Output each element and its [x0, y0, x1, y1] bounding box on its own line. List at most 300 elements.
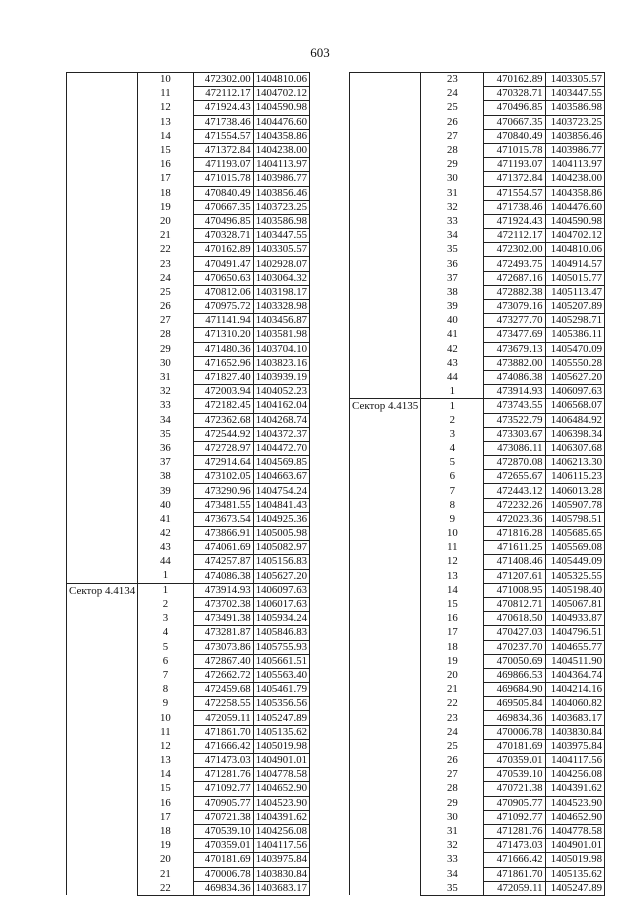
y-coordinate: 1404754.24: [253, 484, 309, 498]
x-coordinate: 473102.05: [193, 470, 253, 484]
y-coordinate: 1404523.90: [253, 796, 309, 810]
y-coordinate: 1406568.07: [545, 399, 604, 413]
x-coordinate: 471554.57: [484, 186, 545, 200]
y-coordinate: 1403830.84: [253, 867, 309, 881]
point-number: 19: [138, 200, 193, 214]
y-coordinate: 1405461.79: [253, 683, 309, 697]
x-coordinate: 469834.36: [193, 881, 253, 895]
point-number: 26: [421, 115, 484, 129]
x-coordinate: 469684.90: [484, 683, 545, 697]
x-coordinate: 471281.76: [193, 768, 253, 782]
point-number: 23: [421, 711, 484, 725]
x-coordinate: 469866.53: [484, 668, 545, 682]
point-number: 9: [421, 512, 484, 526]
point-number: 9: [138, 697, 193, 711]
point-number: 7: [138, 668, 193, 682]
x-coordinate: 470539.10: [484, 768, 545, 782]
point-number: 18: [138, 824, 193, 838]
y-coordinate: 1404372.37: [253, 427, 309, 441]
point-number: 35: [421, 243, 484, 257]
y-coordinate: 1405113.47: [545, 285, 604, 299]
x-coordinate: 470491.47: [193, 257, 253, 271]
x-coordinate: 471827.40: [193, 370, 253, 384]
y-coordinate: 1404391.62: [253, 810, 309, 824]
point-number: 12: [138, 101, 193, 115]
y-coordinate: 1406017.63: [253, 597, 309, 611]
point-number: 32: [421, 839, 484, 853]
x-coordinate: 472182.45: [193, 399, 253, 413]
y-coordinate: 1403456.87: [253, 314, 309, 328]
point-number: 44: [138, 555, 193, 569]
point-number: 6: [421, 470, 484, 484]
y-coordinate: 1404901.01: [253, 754, 309, 768]
y-coordinate: 1403683.17: [253, 881, 309, 895]
x-coordinate: 474061.69: [193, 541, 253, 555]
sector-label: Сектор 4.4135: [350, 399, 421, 896]
x-coordinate: 474086.38: [193, 569, 253, 583]
x-coordinate: 474086.38: [484, 370, 545, 384]
y-coordinate: 1404268.74: [253, 413, 309, 427]
x-coordinate: 472728.97: [193, 441, 253, 455]
y-coordinate: 1404238.00: [253, 143, 309, 157]
point-number: 17: [421, 626, 484, 640]
y-coordinate: 1405470.09: [545, 342, 604, 356]
point-number: 32: [421, 200, 484, 214]
x-coordinate: 471281.76: [484, 824, 545, 838]
y-coordinate: 1406097.63: [545, 385, 604, 399]
y-coordinate: 1403447.55: [253, 229, 309, 243]
x-coordinate: 470618.50: [484, 612, 545, 626]
y-coordinate: 1404663.67: [253, 470, 309, 484]
x-coordinate: 472112.17: [193, 87, 253, 101]
point-number: 28: [421, 143, 484, 157]
y-coordinate: 1404702.12: [545, 229, 604, 243]
y-coordinate: 1403823.16: [253, 356, 309, 370]
point-number: 16: [138, 158, 193, 172]
point-number: 18: [421, 640, 484, 654]
y-coordinate: 1404117.56: [545, 754, 604, 768]
x-coordinate: 473290.96: [193, 484, 253, 498]
x-coordinate: 472544.92: [193, 427, 253, 441]
x-coordinate: 470840.49: [193, 186, 253, 200]
x-coordinate: 470812.06: [193, 285, 253, 299]
y-coordinate: 1405067.81: [545, 597, 604, 611]
point-number: 2: [421, 413, 484, 427]
table-row: [67, 583, 310, 597]
point-number: 16: [421, 612, 484, 626]
point-number: 35: [138, 427, 193, 441]
y-coordinate: 1405298.71: [545, 314, 604, 328]
point-number: 32: [138, 385, 193, 399]
y-coordinate: 1404841.43: [253, 498, 309, 512]
x-coordinate: 471193.07: [484, 158, 545, 172]
point-number: 31: [138, 370, 193, 384]
x-coordinate: 471141.94: [193, 314, 253, 328]
x-coordinate: 471473.03: [484, 839, 545, 853]
point-number: 28: [138, 328, 193, 342]
x-coordinate: 470162.89: [193, 243, 253, 257]
x-coordinate: 473914.93: [193, 583, 253, 597]
table-row: [350, 399, 605, 413]
x-coordinate: 473702.38: [193, 597, 253, 611]
point-number: 40: [421, 314, 484, 328]
point-number: 11: [138, 725, 193, 739]
x-coordinate: 470050.69: [484, 654, 545, 668]
point-number: 43: [421, 356, 484, 370]
y-coordinate: 1405247.89: [545, 881, 604, 895]
x-coordinate: 470650.63: [193, 271, 253, 285]
x-coordinate: 470905.77: [193, 796, 253, 810]
y-coordinate: 1404590.98: [253, 101, 309, 115]
x-coordinate: 470667.35: [193, 200, 253, 214]
x-coordinate: 471738.46: [193, 115, 253, 129]
point-number: 42: [138, 527, 193, 541]
x-coordinate: 472302.00: [193, 73, 253, 87]
point-number: 4: [138, 626, 193, 640]
y-coordinate: 1404117.56: [253, 839, 309, 853]
point-number: 39: [421, 300, 484, 314]
y-coordinate: 1404778.58: [545, 824, 604, 838]
point-number: 33: [138, 399, 193, 413]
point-number: 36: [421, 257, 484, 271]
x-coordinate: 472870.08: [484, 456, 545, 470]
point-number: 38: [421, 285, 484, 299]
x-coordinate: 470539.10: [193, 824, 253, 838]
point-number: 40: [138, 498, 193, 512]
sector-label: Сектор 4.4134: [67, 583, 138, 895]
x-coordinate: 473673.54: [193, 512, 253, 526]
point-number: 27: [421, 768, 484, 782]
point-number: 8: [138, 683, 193, 697]
x-coordinate: 471473.03: [193, 754, 253, 768]
x-coordinate: 471738.46: [484, 200, 545, 214]
x-coordinate: 473477.69: [484, 328, 545, 342]
y-coordinate: 1404569.85: [253, 456, 309, 470]
y-coordinate: 1405135.62: [253, 725, 309, 739]
y-coordinate: 1405207.89: [545, 300, 604, 314]
y-coordinate: 1403939.19: [253, 370, 309, 384]
point-number: 15: [138, 782, 193, 796]
point-number: 31: [421, 824, 484, 838]
x-coordinate: 469505.84: [484, 697, 545, 711]
x-coordinate: 471015.78: [193, 172, 253, 186]
x-coordinate: 472687.16: [484, 271, 545, 285]
x-coordinate: 470359.01: [484, 754, 545, 768]
y-coordinate: 1404358.86: [253, 129, 309, 143]
y-coordinate: 1405135.62: [545, 867, 604, 881]
table-row: [67, 73, 310, 87]
y-coordinate: 1403830.84: [545, 725, 604, 739]
point-number: 33: [421, 214, 484, 228]
point-number: 20: [138, 853, 193, 867]
point-number: 30: [421, 810, 484, 824]
x-coordinate: 472443.12: [484, 484, 545, 498]
y-coordinate: 1404590.98: [545, 214, 604, 228]
point-number: 22: [138, 243, 193, 257]
x-coordinate: 474257.87: [193, 555, 253, 569]
y-coordinate: 1404238.00: [545, 172, 604, 186]
y-coordinate: 1404810.06: [545, 243, 604, 257]
y-coordinate: 1404162.04: [253, 399, 309, 413]
y-coordinate: 1405325.55: [545, 569, 604, 583]
point-number: 10: [138, 711, 193, 725]
point-number: 5: [421, 456, 484, 470]
x-coordinate: 472059.11: [484, 881, 545, 895]
x-coordinate: 472232.26: [484, 498, 545, 512]
point-number: 13: [138, 115, 193, 129]
point-number: 24: [138, 271, 193, 285]
point-number: 13: [421, 569, 484, 583]
point-number: 30: [421, 172, 484, 186]
x-coordinate: 473086.11: [484, 441, 545, 455]
point-number: 34: [421, 867, 484, 881]
y-coordinate: 1406213.30: [545, 456, 604, 470]
x-coordinate: 472882.38: [484, 285, 545, 299]
y-coordinate: 1404925.36: [253, 512, 309, 526]
point-number: 16: [138, 796, 193, 810]
x-coordinate: 473743.55: [484, 399, 545, 413]
x-coordinate: 470162.89: [484, 73, 545, 87]
y-coordinate: 1403586.98: [545, 101, 604, 115]
y-coordinate: 1404052.23: [253, 385, 309, 399]
point-number: 24: [421, 87, 484, 101]
point-number: 42: [421, 342, 484, 356]
y-coordinate: 1404702.12: [253, 87, 309, 101]
y-coordinate: 1404113.97: [545, 158, 604, 172]
x-coordinate: 471092.77: [484, 810, 545, 824]
y-coordinate: 1405627.20: [253, 569, 309, 583]
x-coordinate: 470905.77: [484, 796, 545, 810]
x-coordinate: 472112.17: [484, 229, 545, 243]
point-number: 30: [138, 356, 193, 370]
y-coordinate: 1404472.70: [253, 441, 309, 455]
point-number: 17: [138, 172, 193, 186]
y-coordinate: 1404901.01: [545, 839, 604, 853]
x-coordinate: 470427.03: [484, 626, 545, 640]
y-coordinate: 1406097.63: [253, 583, 309, 597]
point-number: 14: [138, 768, 193, 782]
x-coordinate: 473079.16: [484, 300, 545, 314]
x-coordinate: 470181.69: [193, 853, 253, 867]
right-coordinates-table: [349, 72, 605, 896]
y-coordinate: 1403305.57: [545, 73, 604, 87]
x-coordinate: 472867.40: [193, 654, 253, 668]
point-number: 38: [138, 470, 193, 484]
point-number: 14: [138, 129, 193, 143]
y-coordinate: 1404364.74: [545, 668, 604, 682]
x-coordinate: 472362.68: [193, 413, 253, 427]
left-coordinates-table: [66, 72, 310, 896]
point-number: 20: [138, 214, 193, 228]
x-coordinate: 471554.57: [193, 129, 253, 143]
y-coordinate: 1403305.57: [253, 243, 309, 257]
x-coordinate: 472493.75: [484, 257, 545, 271]
point-number: 21: [138, 229, 193, 243]
point-number: 28: [421, 782, 484, 796]
point-number: 37: [138, 456, 193, 470]
x-coordinate: 470812.71: [484, 597, 545, 611]
x-coordinate: 471207.61: [484, 569, 545, 583]
point-number: 12: [421, 555, 484, 569]
point-number: 29: [138, 342, 193, 356]
y-coordinate: 1403723.25: [253, 200, 309, 214]
x-coordinate: 470721.38: [193, 810, 253, 824]
y-coordinate: 1405627.20: [545, 370, 604, 384]
point-number: 39: [138, 484, 193, 498]
point-number: 1: [421, 399, 484, 413]
x-coordinate: 471666.42: [193, 739, 253, 753]
y-coordinate: 1404256.08: [545, 768, 604, 782]
y-coordinate: 1405846.83: [253, 626, 309, 640]
y-coordinate: 1404113.97: [253, 158, 309, 172]
x-coordinate: 471092.77: [193, 782, 253, 796]
y-coordinate: 1403328.98: [253, 300, 309, 314]
y-coordinate: 1404391.62: [545, 782, 604, 796]
point-number: 4: [421, 441, 484, 455]
y-coordinate: 1405798.51: [545, 512, 604, 526]
y-coordinate: 1405569.08: [545, 541, 604, 555]
point-number: 14: [421, 583, 484, 597]
point-number: 19: [421, 654, 484, 668]
x-coordinate: 472302.00: [484, 243, 545, 257]
coordinates-table: [66, 72, 310, 896]
x-coordinate: 473303.67: [484, 427, 545, 441]
x-coordinate: 471480.36: [193, 342, 253, 356]
x-coordinate: 470006.78: [484, 725, 545, 739]
x-coordinate: 471924.43: [193, 101, 253, 115]
y-coordinate: 1404214.16: [545, 683, 604, 697]
point-number: 29: [421, 796, 484, 810]
point-number: 6: [138, 654, 193, 668]
x-coordinate: 472655.67: [484, 470, 545, 484]
point-number: 44: [421, 370, 484, 384]
x-coordinate: 473491.38: [193, 612, 253, 626]
x-coordinate: 473914.93: [484, 385, 545, 399]
x-coordinate: 472059.11: [193, 711, 253, 725]
point-number: 35: [421, 881, 484, 895]
y-coordinate: 1405156.83: [253, 555, 309, 569]
y-coordinate: 1404476.60: [545, 200, 604, 214]
y-coordinate: 1405661.51: [253, 654, 309, 668]
y-coordinate: 1404256.08: [253, 824, 309, 838]
y-coordinate: 1404655.77: [545, 640, 604, 654]
point-number: 26: [138, 300, 193, 314]
y-coordinate: 1403581.98: [253, 328, 309, 342]
y-coordinate: 1406115.23: [545, 470, 604, 484]
page-number: 603: [310, 45, 330, 60]
y-coordinate: 1403986.77: [545, 143, 604, 157]
point-number: 26: [421, 754, 484, 768]
x-coordinate: 470496.85: [193, 214, 253, 228]
y-coordinate: 1404914.57: [545, 257, 604, 271]
x-coordinate: 471310.20: [193, 328, 253, 342]
y-coordinate: 1405934.24: [253, 612, 309, 626]
x-coordinate: 473866.91: [193, 527, 253, 541]
x-coordinate: 470181.69: [484, 739, 545, 753]
y-coordinate: 1404476.60: [253, 115, 309, 129]
y-coordinate: 1404778.58: [253, 768, 309, 782]
x-coordinate: 469834.36: [484, 711, 545, 725]
y-coordinate: 1406484.92: [545, 413, 604, 427]
x-coordinate: 472023.36: [484, 512, 545, 526]
x-coordinate: 471611.25: [484, 541, 545, 555]
point-number: 23: [138, 257, 193, 271]
point-number: 33: [421, 853, 484, 867]
x-coordinate: 472914.64: [193, 456, 253, 470]
point-number: 22: [421, 697, 484, 711]
point-number: 43: [138, 541, 193, 555]
x-coordinate: 471372.84: [193, 143, 253, 157]
x-coordinate: 472459.68: [193, 683, 253, 697]
y-coordinate: 1403723.25: [545, 115, 604, 129]
point-number: 11: [421, 541, 484, 555]
sector-label: [350, 73, 421, 399]
point-number: 25: [421, 101, 484, 115]
point-number: 17: [138, 810, 193, 824]
y-coordinate: 1403064.32: [253, 271, 309, 285]
point-number: 18: [138, 186, 193, 200]
point-number: 31: [421, 186, 484, 200]
x-coordinate: 473281.87: [193, 626, 253, 640]
point-number: 1: [138, 583, 193, 597]
point-number: 5: [138, 640, 193, 654]
point-number: 12: [138, 739, 193, 753]
x-coordinate: 472662.72: [193, 668, 253, 682]
x-coordinate: 471008.95: [484, 583, 545, 597]
x-coordinate: 470006.78: [193, 867, 253, 881]
point-number: 20: [421, 668, 484, 682]
point-number: 21: [138, 867, 193, 881]
y-coordinate: 1404652.90: [253, 782, 309, 796]
y-coordinate: 1404933.87: [545, 612, 604, 626]
y-coordinate: 1403586.98: [253, 214, 309, 228]
x-coordinate: 471408.46: [484, 555, 545, 569]
y-coordinate: 1405907.78: [545, 498, 604, 512]
x-coordinate: 470328.71: [193, 229, 253, 243]
y-coordinate: 1404358.86: [545, 186, 604, 200]
y-coordinate: 1403447.55: [545, 87, 604, 101]
x-coordinate: 471816.28: [484, 527, 545, 541]
x-coordinate: 470667.35: [484, 115, 545, 129]
point-number: 25: [138, 285, 193, 299]
y-coordinate: 1405449.09: [545, 555, 604, 569]
point-number: 13: [138, 754, 193, 768]
y-coordinate: 1403198.17: [253, 285, 309, 299]
point-number: 23: [421, 73, 484, 87]
y-coordinate: 1404060.82: [545, 697, 604, 711]
point-number: 27: [138, 314, 193, 328]
y-coordinate: 1404796.51: [545, 626, 604, 640]
x-coordinate: 471861.70: [193, 725, 253, 739]
point-number: 27: [421, 129, 484, 143]
x-coordinate: 471193.07: [193, 158, 253, 172]
x-coordinate: 471652.96: [193, 356, 253, 370]
point-number: 10: [138, 73, 193, 87]
x-coordinate: 473277.70: [484, 314, 545, 328]
y-coordinate: 1405019.98: [545, 853, 604, 867]
point-number: 21: [421, 683, 484, 697]
point-number: 15: [421, 597, 484, 611]
y-coordinate: 1403975.84: [545, 739, 604, 753]
point-number: 2: [138, 597, 193, 611]
y-coordinate: 1405685.65: [545, 527, 604, 541]
point-number: 8: [421, 498, 484, 512]
y-coordinate: 1405247.89: [253, 711, 309, 725]
y-coordinate: 1402928.07: [253, 257, 309, 271]
x-coordinate: 473481.55: [193, 498, 253, 512]
y-coordinate: 1404652.90: [545, 810, 604, 824]
point-number: 25: [421, 739, 484, 753]
